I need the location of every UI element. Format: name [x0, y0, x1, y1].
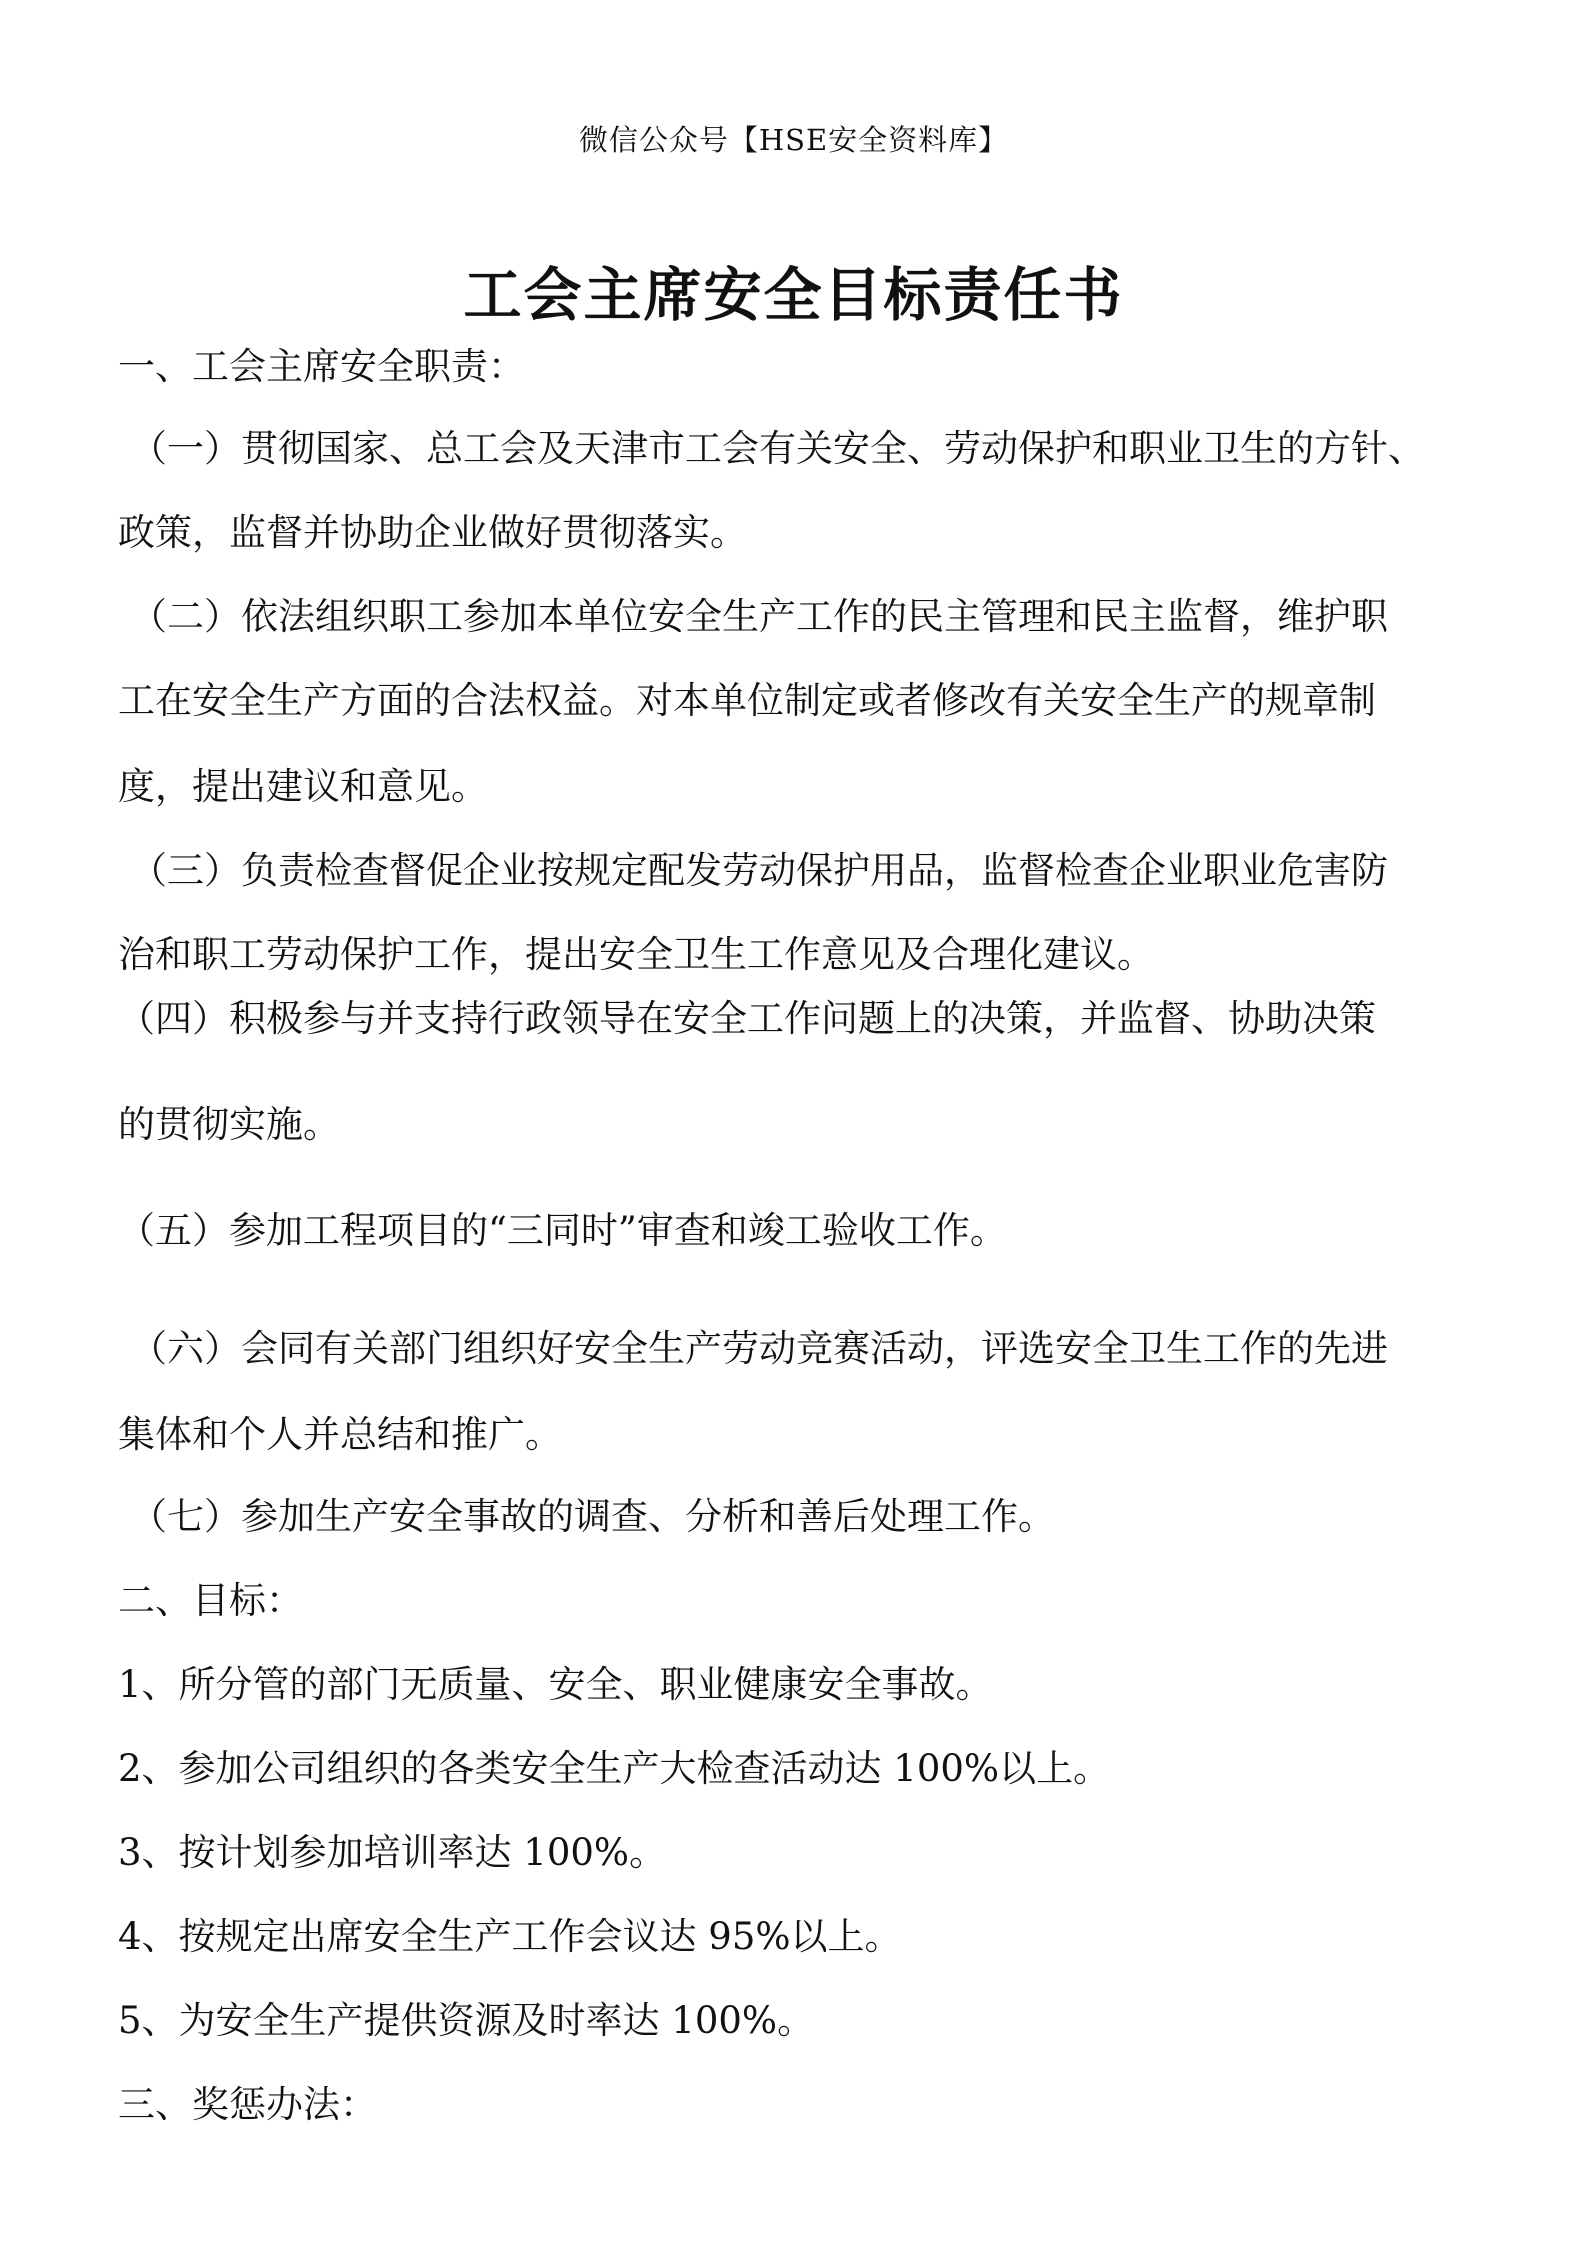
paragraph-line: （七）参加生产安全事故的调查、分析和善后处理工作。	[130, 1495, 1055, 1538]
header-watermark-text: 微信公众号【HSE安全资料库】	[578, 123, 1009, 157]
paragraph-line: 的贯彻实施。	[118, 1103, 340, 1146]
page-title: 工会主席安全目标责任书	[463, 261, 1124, 329]
paragraph-line: 度，提出建议和意见。	[118, 765, 488, 808]
paragraph-line: 集体和个人并总结和推广。	[118, 1413, 562, 1456]
paragraph-line: 治和职工劳动保护工作，提出安全卫生工作意见及合理化建议。	[118, 933, 1154, 976]
goal-item: 3、按计划参加培训率达 100%。	[118, 1831, 667, 1874]
goal-item: 2、参加公司组织的各类安全生产大检查活动达 100%以上。	[118, 1747, 1111, 1790]
section-heading-duties: 一、工会主席安全职责：	[118, 345, 525, 388]
paragraph-line: （二）依法组织职工参加本单位安全生产工作的民主管理和民主监督，维护职	[130, 595, 1388, 638]
paragraph-line: 工在安全生产方面的合法权益。对本单位制定或者修改有关安全生产的规章制	[118, 679, 1376, 722]
goal-item: 4、按规定出席安全生产工作会议达 95%以上。	[118, 1915, 902, 1958]
goal-item: 1、所分管的部门无质量、安全、职业健康安全事故。	[118, 1663, 993, 1706]
section-heading-rewards: 三、奖惩办法：	[118, 2083, 377, 2126]
paragraph-line: （四）积极参与并支持行政领导在安全工作问题上的决策，并监督、协助决策	[118, 997, 1376, 1040]
paragraph-line: （六）会同有关部门组织好安全生产劳动竞赛活动，评选安全卫生工作的先进	[130, 1327, 1388, 1370]
paragraph-line: （一）贯彻国家、总工会及天津市工会有关安全、劳动保护和职业卫生的方针、	[130, 427, 1425, 470]
paragraph-line: （五）参加工程项目的“三同时”审查和竣工验收工作。	[118, 1209, 1007, 1252]
paragraph-line: 政策，监督并协助企业做好贯彻落实。	[118, 511, 747, 554]
section-heading-goals: 二、目标：	[118, 1579, 303, 1622]
goal-item: 5、为安全生产提供资源及时率达 100%。	[118, 1999, 815, 2042]
paragraph-line: （三）负责检查督促企业按规定配发劳动保护用品，监督检查企业职业危害防	[130, 849, 1388, 892]
